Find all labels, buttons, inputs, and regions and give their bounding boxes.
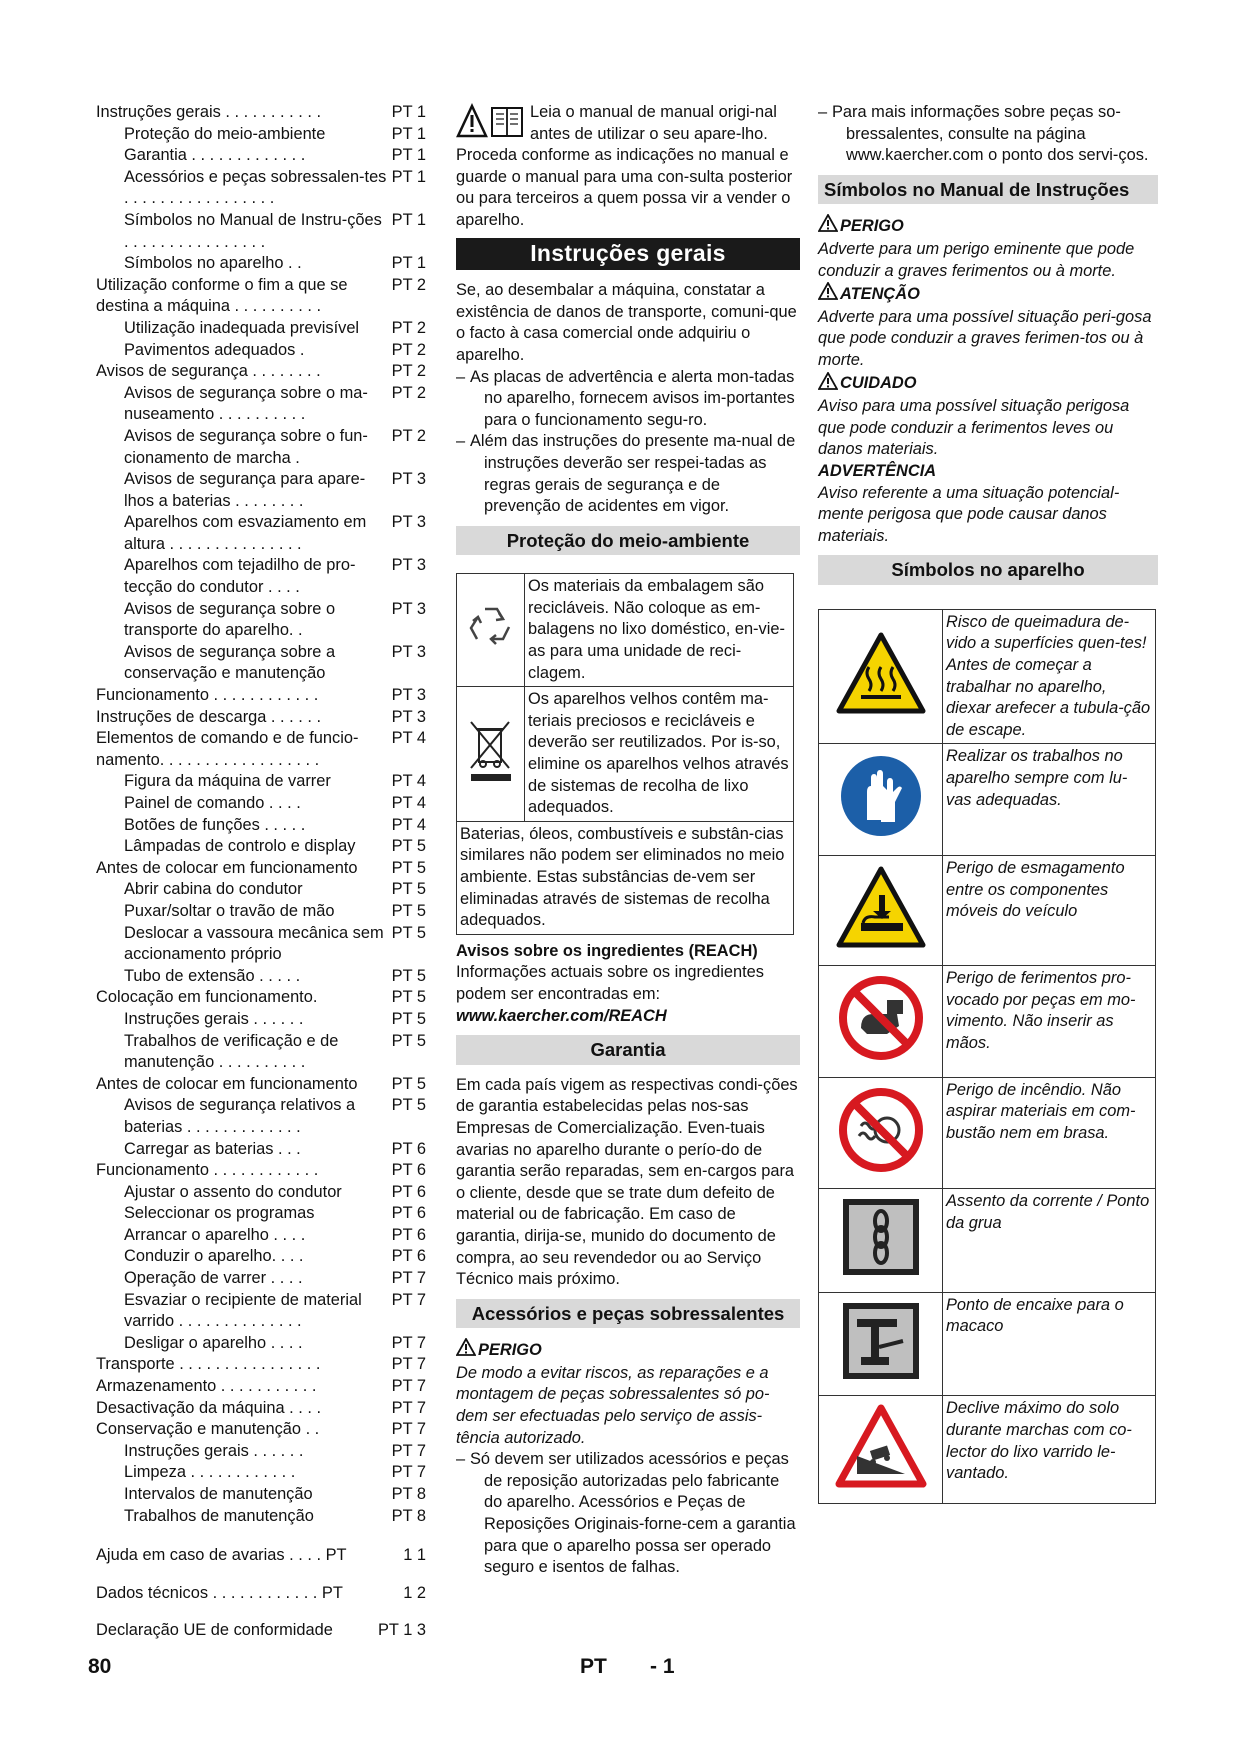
toc-entry[interactable]: Elementos de comando e de funcio-namento. . . . . . . . . . . . . . . . . . PT 4 (96, 729, 426, 769)
toc-entry[interactable]: Proteção do meio-ambiente PT 1 (124, 124, 426, 143)
toc-entry[interactable]: Avisos de segurança para apare-lhos a baterias . . . . . . . . PT 3 (124, 470, 426, 510)
footer-language: PT (580, 1655, 607, 1678)
toc-entry[interactable]: Funcionamento . . . . . . . . . . . . PT 6 (96, 1161, 426, 1180)
toc-entry[interactable]: Intervalos de manutenção PT 8 (124, 1485, 426, 1503)
no-fire-icon (819, 1077, 943, 1189)
toc-entry[interactable]: Instruções gerais . . . . . . PT 5 (124, 1009, 426, 1028)
warning-triangle-icon (818, 372, 838, 397)
toc-entry[interactable]: Utilização conforme o fim a que se destina a máquina . . . . . . . . . . PT 2 (96, 275, 426, 316)
symbol-description: Realizar os trabalhos no aparelho sempre com lu-vas adequadas. (943, 744, 1156, 856)
column-3 (818, 102, 1158, 1504)
toc-entry[interactable]: Lâmpadas de controlo e display PT 5 (124, 837, 426, 856)
symbol-row (819, 1292, 1156, 1396)
warning-triangle-icon (456, 1338, 476, 1363)
warning-triangle-icon (818, 214, 838, 239)
toc-entry[interactable]: Avisos de segurança sobre o fun-cionamento de marcha . PT 2 (124, 426, 426, 467)
toc-entry[interactable]: Trabalhos de manutenção PT 8 (124, 1506, 426, 1525)
toc-entry[interactable]: Avisos de segurança sobre a conservação e manutenção PT 3 (124, 642, 426, 683)
reach-text: Informações actuais sobre os ingredientes podem ser encontradas em: (456, 963, 764, 1003)
toc-entry[interactable]: Antes de colocar em funcionamento PT 5 (96, 1074, 426, 1093)
toc-entry[interactable]: Pavimentos adequados . PT 2 (124, 340, 426, 359)
heading-general: Instruções gerais (456, 238, 800, 271)
symbol-row (819, 856, 1156, 966)
warranty-text: Em cada país vigem as respectivas condi-ções de garantia estabelecidas pelas nos-sas Empresas de Comercialização. Even-tuais avarias no aparelho durante o perío-do de garantia serão reparadas, sem en-cargos para o cliente, desde que se trate dum defeito de material ou de fabricação. Em caso de garantia, dirija-se, munido do documento de compra, ao seu revendedor ou ao Serviço Técnico mais próximo. (456, 1075, 798, 1289)
toc-entry[interactable]: Declaração UE de conformidade PT 1 3 (96, 1621, 426, 1640)
warning-caution-text: Aviso para uma possível situação perigosa que pode conduzir a ferimentos leves ou danos materiais. (818, 397, 1130, 459)
heading-device-symbols: Símbolos no aparelho (818, 555, 1158, 585)
heading-warranty: Garantia (456, 1035, 800, 1065)
toc-entry[interactable]: Antes de colocar em funcionamento PT 5 (96, 858, 426, 877)
no-hands-icon (819, 966, 943, 1078)
toc-entry[interactable]: Limpeza . . . . . . . . . . . . PT 7 (124, 1463, 426, 1482)
symbol-row (819, 966, 1156, 1078)
device-symbols-table (818, 609, 1156, 1504)
gloves-icon (819, 744, 943, 856)
toc-entry[interactable]: Seleccionar os programas PT 6 (124, 1204, 426, 1223)
toc-entry[interactable]: Garantia . . . . . . . . . . . . . PT 1 (124, 146, 426, 165)
toc-entry[interactable]: Acessórios e peças sobressalen-tes . . . . . . . . . . . . . . . . . PT 1 (124, 167, 426, 208)
toc-entry[interactable]: Ajuda em caso de avarias . . . . PT 1 1 (96, 1546, 426, 1565)
read-manual-icon (456, 102, 524, 142)
toc-entry[interactable]: Trabalhos de verificação e de manutenção . . . . . . . . . . PT 5 (124, 1031, 426, 1072)
toc-entry[interactable]: Painel de comando . . . . PT 4 (124, 794, 426, 812)
page-number: 80 (88, 1655, 112, 1678)
hot-surface-icon (819, 609, 943, 744)
toc-entry[interactable]: Avisos de segurança relativos a baterias . . . . . . . . . . . . . PT 5 (124, 1096, 426, 1136)
toc-entry[interactable]: Instruções gerais . . . . . . . . . . . PT 1 (96, 103, 426, 121)
column-2 (456, 102, 800, 1579)
environment-table (456, 573, 794, 935)
accessories-bullet-2: – Para mais informações sobre peças so-bressalentes, consulte na página www.kaercher.com o ponto dos servi-ços. (818, 103, 1149, 165)
accessories-warning-text: De modo a evitar riscos, as reparações e a montagem de peças sobressalentes só po-dem ser efectuadas pelo serviço de assis-tência autorizado. (456, 1363, 770, 1447)
accessories-warning-title: PERIGO (456, 1338, 800, 1363)
toc-entry[interactable]: Aparelhos com tejadilho de pro-tecção do condutor . . . . PT 3 (124, 556, 426, 597)
accessories-bullet-1: – Só devem ser utilizados acessórios e peças de reposição autorizadas pelo fabricante do aparelho. Acessórios e Peças de Reposições Originais-forne-cem a garantia para que o aparelho possa ser operado seguro e isentos de falhas. (456, 1450, 796, 1577)
symbol-row (819, 1189, 1156, 1293)
jack-point-icon (819, 1292, 943, 1396)
heading-environment: Proteção do meio-ambiente (456, 526, 800, 556)
weee-bin-icon (457, 687, 525, 822)
symbol-description: Perigo de ferimentos pro-vocado por peças em mo-vimento. Não inserir as mãos. (943, 966, 1156, 1078)
toc-entry[interactable]: Ajustar o assento do condutor PT 6 (124, 1182, 426, 1201)
toc-entry[interactable]: Aparelhos com esvaziamento em altura . . . . . . . . . . . . . . . PT 3 (124, 513, 426, 553)
toc-entry[interactable]: Carregar as baterias . . . PT 6 (124, 1139, 426, 1158)
toc-entry[interactable]: Conduzir o aparelho. . . . PT 6 (124, 1247, 426, 1266)
heading-manual-symbols: Símbolos no Manual de Instruções (818, 175, 1158, 205)
warning-attention-title: ATENÇÃO (818, 282, 1158, 307)
warning-danger-text: Adverte para um perigo eminente que pode conduzir a graves ferimentos ou à morte. (818, 239, 1135, 280)
toc-entry[interactable]: Dados técnicos . . . . . . . . . . . . PT 1 2 (96, 1583, 426, 1602)
toc-entry[interactable]: Tubo de extensão . . . . . PT 5 (124, 966, 426, 985)
warning-triangle-icon (818, 282, 838, 307)
warning-notice-text: Aviso referente a uma situação potencial-mente perigosa que pode causar danos materiais. (818, 483, 1120, 545)
table-of-contents (96, 102, 426, 1658)
symbol-description: Assento da corrente / Ponto da grua (943, 1189, 1156, 1293)
symbol-description: Perigo de esmagamento entre os componentes móveis do veículo (943, 856, 1156, 966)
intro-text: Leia o manual de manual origi-nal antes de utilizar o seu apare-lho. Proceda conforme as indicações no manual e guarde o manual para uma con-sulta posterior ou para terceiros a quem possa vir a vender o aparelho. (456, 103, 793, 229)
symbol-description: Perigo de incêndio. Não aspirar materiais em com-bustão nem em brasa. (943, 1077, 1156, 1189)
toc-entry[interactable]: Símbolos no aparelho . . PT 1 (124, 254, 426, 273)
warning-danger-title: PERIGO (818, 214, 1158, 239)
toc-entry[interactable]: Operação de varrer . . . . PT 7 (124, 1269, 426, 1288)
symbol-row (819, 609, 1156, 744)
toc-entry[interactable]: Transporte . . . . . . . . . . . . . . . . PT 7 (96, 1355, 426, 1374)
toc-entry[interactable]: Desligar o aparelho . . . . PT 7 (124, 1333, 426, 1352)
general-bullet-2: – Além das instruções do presente ma-nual de instruções deverão ser respei-tadas as regras gerais de segurança e de prevenção de acidentes em vigor. (456, 432, 796, 516)
toc-entry[interactable]: Esvaziar o recipiente de material varrido . . . . . . . . . . . . . . PT 7 (124, 1290, 426, 1331)
symbol-row (819, 1077, 1156, 1189)
intro-block (456, 102, 800, 232)
toc-entry[interactable]: Puxar/soltar o travão de mão PT 5 (124, 901, 426, 920)
crush-hazard-icon (819, 856, 943, 966)
toc-entry[interactable]: Instruções de descarga . . . . . . PT 3 (96, 707, 426, 726)
warning-caution-title: CUIDADO (818, 372, 1158, 397)
toc-entry[interactable]: Colocação em funcionamento. PT 5 (96, 988, 426, 1007)
toc-entry[interactable]: Figura da máquina de varrer PT 4 (124, 772, 426, 791)
env-packaging-text: Os materiais da embalagem são recicláveis. Não coloque as em-balagens no lixo doméstico, en-vie-as para uma unidade de reci-clagem. (525, 574, 794, 687)
heading-accessories: Acessórios e peças sobressalentes (456, 1299, 800, 1329)
symbol-row (819, 744, 1156, 856)
symbol-description: Risco de queimadura de-vido a superfícies quen-tes! Antes de começar a trabalhar no aparelho, diexar arefecer a tubula-ção de escape. (943, 609, 1156, 744)
footer-sheet: - 1 (650, 1655, 675, 1678)
toc-entry[interactable]: Botões de funções . . . . . PT 4 (124, 815, 426, 834)
env-old-devices-text: Os aparelhos velhos contêm ma-teriais preciosos e recicláveis e deverão ser reutilizados. Por is-so, elimine os aparelhos velhos através de sistemas de recolha de lixo adequados. (525, 687, 794, 822)
toc-entry[interactable]: Utilização inadequada previsível PT 2 (124, 318, 426, 337)
symbol-description: Ponto de encaixe para o macaco (943, 1292, 1156, 1396)
reach-title: Avisos sobre os ingredientes (REACH) (456, 941, 758, 960)
toc-entry[interactable]: Arrancar o aparelho . . . . PT 6 (124, 1225, 426, 1244)
slope-icon (819, 1396, 943, 1504)
toc-entry[interactable]: Avisos de segurança sobre o ma-nuseamento . . . . . . . . . . PT 2 (124, 383, 426, 424)
toc-entry[interactable]: Abrir cabina do condutor PT 5 (124, 880, 426, 899)
general-text: Se, ao desembalar a máquina, constatar a existência de danos de transporte, comuni-que o facto à casa comercial onde adquiriu o aparelho. (456, 281, 797, 364)
env-batteries-text: Baterias, óleos, combustíveis e substân-cias similares não podem ser eliminados no meio ambiente. Estas substâncias de-vem ser eliminadas através de sistemas de recolha adequados. (457, 821, 794, 934)
reach-link[interactable]: www.kaercher.com/REACH (456, 1006, 667, 1025)
chain-icon (819, 1189, 943, 1293)
toc-entry[interactable]: Conservação e manutenção . . PT 7 (96, 1420, 426, 1439)
toc-entry[interactable]: Armazenamento . . . . . . . . . . . PT 7 (96, 1377, 426, 1396)
symbol-description: Declive máximo do solo durante marchas com co-lector do lixo varrido le-vantado. (943, 1396, 1156, 1504)
recycle-icon (457, 574, 525, 687)
warning-attention-text: Adverte para uma possível situação peri-gosa que pode conduzir a graves ferimen-tos ou à morte. (818, 307, 1152, 369)
symbol-row (819, 1396, 1156, 1504)
toc-entry[interactable]: Símbolos no Manual de Instru-ções . . . . . . . . . . . . . . . . PT 1 (124, 210, 426, 251)
toc-entry[interactable]: Avisos de segurança sobre o transporte do aparelho. . PT 3 (124, 599, 426, 640)
toc-entry[interactable]: Desactivação da máquina . . . . PT 7 (96, 1398, 426, 1417)
general-bullet-1: – As placas de advertência e alerta mon-tadas no aparelho, fornecem avisos im-portantes para o funcionamento segu-ro. (456, 367, 795, 429)
toc-entry[interactable]: Instruções gerais . . . . . . PT 7 (124, 1441, 426, 1460)
toc-entry[interactable]: Funcionamento . . . . . . . . . . . . PT 3 (96, 686, 426, 705)
toc-entry[interactable]: Avisos de segurança . . . . . . . . PT 2 (96, 362, 426, 381)
warning-notice-title: ADVERTÊNCIA (818, 461, 937, 480)
toc-entry[interactable]: Deslocar a vassoura mecânica sem accionamento próprio PT 5 (124, 923, 426, 964)
